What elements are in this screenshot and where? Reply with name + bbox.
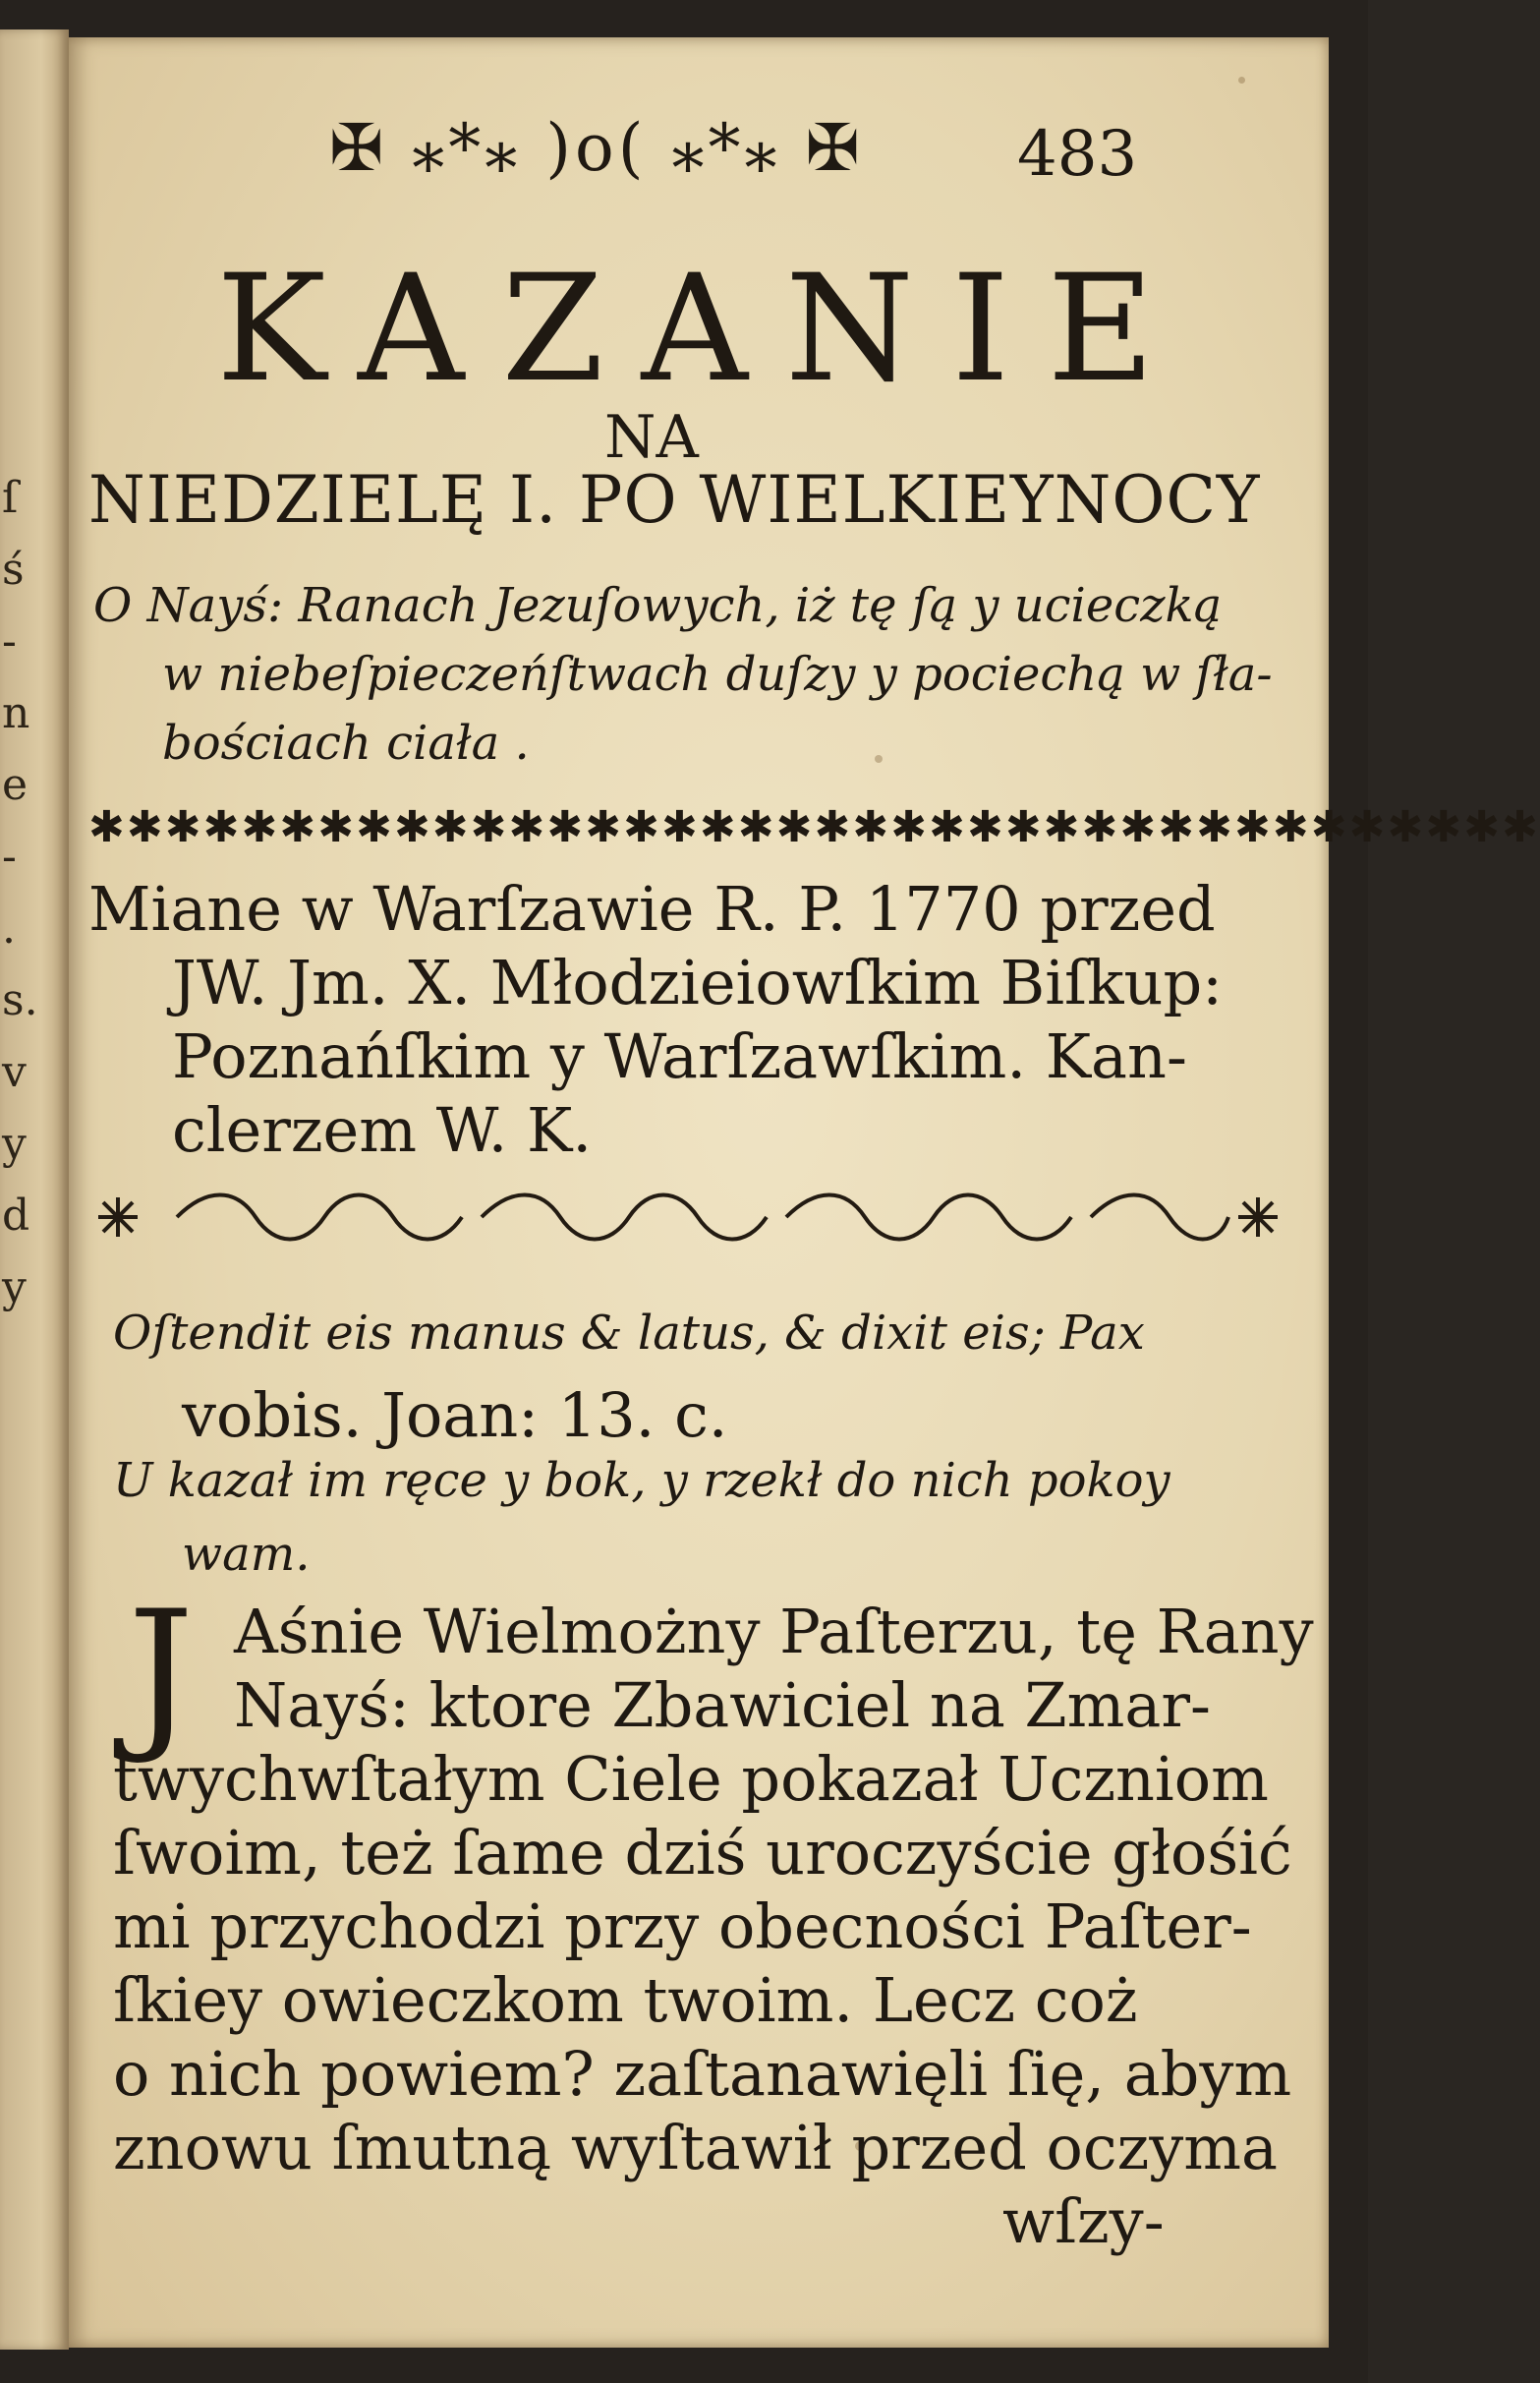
polish-verse-line: wam.: [182, 1527, 311, 1582]
header-ornament: ✠ ⁎*⁎ )o( ⁎*⁎ ✠: [329, 110, 864, 186]
left-fragment: y: [2, 1262, 27, 1312]
preached-line: Miane w Warſzawie R. P. 1770 przed: [88, 873, 1216, 945]
left-fragment: e: [2, 760, 29, 810]
paragraph-line: Aśnie Wielmożny Paſterzu, tę Rany: [234, 1596, 1314, 1667]
paragraph-line: Nayś: ktore Zbawiciel na Zmar-: [234, 1669, 1211, 1741]
left-fragment: .: [2, 903, 16, 954]
paragraph-line: twychwſtałym Ciele pokazał Uczniom: [113, 1743, 1269, 1815]
left-fragment: v: [2, 1047, 27, 1097]
book-page: [69, 37, 1540, 2348]
polish-verse-line: U kazał im ręce y bok, y rzekł do nich pokoy: [113, 1453, 1170, 1508]
left-fragment: ś: [2, 545, 25, 595]
paper-spot: [875, 755, 883, 763]
left-fragment: y: [2, 1119, 27, 1169]
sermon-subtitle: NIEDZIELĘ I. PO WIELKIEYNOCY: [88, 462, 1261, 538]
flourish-ornament-rule: [88, 1183, 1287, 1251]
paper-spot: [1238, 77, 1245, 84]
paragraph-line: znowu ſmutną wyſtawił przed oczyma: [113, 2112, 1279, 2183]
paragraph-line: o nich powiem? zaſtanawięli ſię, abym: [113, 2038, 1292, 2110]
left-fragment: -: [2, 616, 17, 667]
subject-line: O Nayś: Ranach Jezuſowych, iż tę ſą y ucieczką: [93, 578, 1223, 633]
preached-line: Poznańſkim y Warſzawſkim. Kan-: [172, 1020, 1187, 1092]
left-fragment: -: [2, 832, 17, 882]
sermon-title: KAZANIE: [216, 244, 1192, 415]
preached-line: JW. Jm. X. Młodzieiowſkim Biſkup:: [172, 947, 1224, 1018]
drop-cap: J: [128, 1575, 195, 1768]
left-fragment: d: [2, 1191, 30, 1241]
left-fragment: ſ: [2, 473, 19, 523]
left-fragment: s.: [2, 975, 38, 1025]
left-fragment: n: [2, 688, 30, 738]
paragraph-line: ſwoim, też ſame dziś uroczyście głośić: [113, 1817, 1292, 1889]
latin-verse-line: Oſtendit eis manus & latus, & dixit eis; Pax: [113, 1306, 1145, 1361]
preached-line: clerzem W. K.: [172, 1094, 593, 1166]
star-rule-divider: ✱✱✱✱✱✱✱✱✱✱✱✱✱✱✱✱✱✱✱✱✱✱✱✱✱✱✱✱✱✱✱✱✱✱✱✱✱✱: [88, 802, 1540, 852]
title-prefix: NA: [604, 403, 699, 472]
paragraph-line: mi przychodzi przy obecności Paſter-: [113, 1890, 1252, 1962]
latin-verse-line: vobis. Joan: 13. c.: [182, 1379, 728, 1451]
page-number: 483: [1017, 118, 1138, 191]
left-page-fragments: [2, 462, 38, 1323]
subject-line: bościach ciała .: [162, 716, 530, 771]
paragraph-line: ſkiey owieczkom twoim. Lecz coż: [113, 1964, 1138, 2036]
catchword: wſzy-: [1002, 2185, 1165, 2257]
subject-line: w niebeſpieczeńſtwach duſzy y pociechą w ſła-: [162, 647, 1273, 702]
left-page-edge: [0, 29, 69, 2350]
